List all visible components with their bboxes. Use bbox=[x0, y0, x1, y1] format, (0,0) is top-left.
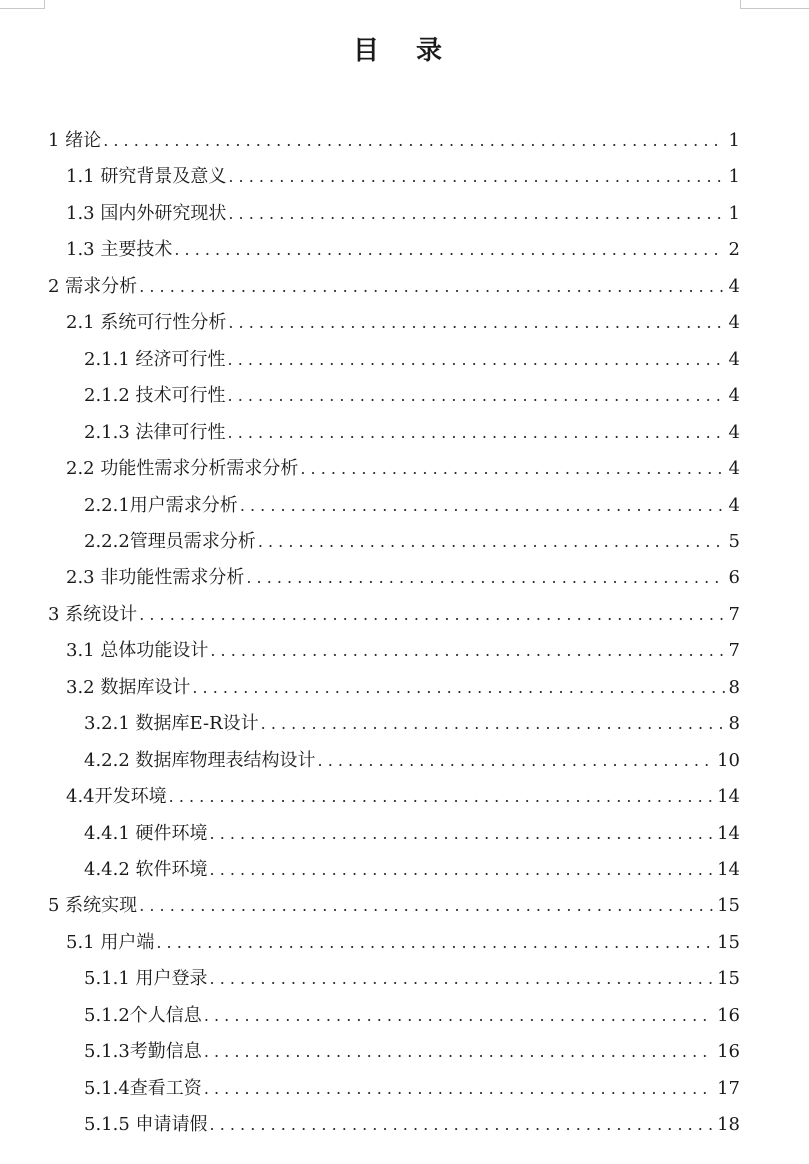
toc-dot-leader bbox=[210, 819, 714, 849]
toc-entry-label: 2.3 非功能性需求分析 bbox=[66, 567, 245, 589]
toc-dot-leader bbox=[156, 928, 713, 958]
toc-entry[interactable] bbox=[84, 1037, 740, 1067]
toc-page-number: 1 bbox=[728, 166, 740, 188]
toc-entry[interactable] bbox=[66, 673, 740, 703]
toc-dot-leader bbox=[139, 891, 713, 921]
toc-entry-label: 5.1 用户端 bbox=[66, 931, 155, 953]
toc-entry-label: 3.2.1 数据库E-R设计 bbox=[84, 713, 259, 735]
toc-entry-label: 1.3 主要技术 bbox=[66, 239, 173, 261]
toc-dot-leader bbox=[139, 272, 724, 302]
toc-dot-leader bbox=[228, 418, 725, 448]
toc-entry-label: 2.1.2 技术可行性 bbox=[84, 385, 226, 407]
toc-entry[interactable] bbox=[84, 345, 740, 375]
toc-dot-leader bbox=[210, 636, 724, 666]
toc-entry[interactable] bbox=[66, 636, 740, 666]
toc-page-number: 5 bbox=[728, 530, 740, 552]
toc-dot-leader bbox=[204, 1074, 713, 1104]
toc-page-number: 4 bbox=[728, 385, 740, 407]
toc-entry[interactable] bbox=[84, 819, 740, 849]
toc-dot-leader bbox=[204, 1001, 713, 1031]
toc-dot-leader bbox=[103, 126, 724, 156]
toc-page-number: 14 bbox=[717, 822, 740, 844]
toc-entry-label: 5.1.4查看工资 bbox=[84, 1077, 202, 1099]
toc-entry-label: 2.1 系统可行性分析 bbox=[66, 312, 227, 334]
toc-entry[interactable] bbox=[84, 1110, 740, 1140]
toc-page-number: 4 bbox=[728, 421, 740, 443]
toc-page-number: 15 bbox=[717, 895, 740, 917]
toc-entry[interactable] bbox=[48, 272, 740, 302]
toc-page-number: 15 bbox=[717, 931, 740, 953]
page-corner-mark-left bbox=[0, 0, 45, 9]
toc-entry[interactable] bbox=[66, 162, 740, 192]
toc-page-number: 8 bbox=[728, 676, 740, 698]
toc-entry-label: 2.2.1用户需求分析 bbox=[84, 494, 238, 516]
toc-page-number: 2 bbox=[728, 239, 740, 261]
toc-title: 目 录 bbox=[352, 36, 457, 66]
toc-entry-label: 3.1 总体功能设计 bbox=[66, 640, 209, 662]
toc-entry[interactable] bbox=[66, 928, 740, 958]
toc-dot-leader bbox=[169, 782, 713, 812]
toc-entry-label: 4.2.2 数据库物理表结构设计 bbox=[84, 749, 316, 771]
toc-entry-label: 2.2 功能性需求分析需求分析 bbox=[66, 458, 299, 480]
toc-entry[interactable] bbox=[84, 964, 740, 994]
toc-entry-label: 1.1 研究背景及意义 bbox=[66, 166, 227, 188]
toc-entry-label: 1 绪论 bbox=[48, 130, 102, 151]
toc-entry[interactable] bbox=[84, 491, 740, 521]
toc-dot-leader bbox=[246, 563, 724, 593]
toc-entry[interactable] bbox=[66, 308, 740, 338]
toc-entry-label: 2.1.1 经济可行性 bbox=[84, 348, 226, 370]
toc-dot-leader bbox=[192, 673, 724, 703]
toc-dot-leader bbox=[228, 199, 724, 229]
toc-entry-label: 5.1.2个人信息 bbox=[84, 1004, 202, 1026]
toc-dot-leader bbox=[261, 709, 725, 739]
toc-page-number: 7 bbox=[728, 603, 740, 625]
toc-entry-label: 5.1.1 用户登录 bbox=[84, 968, 208, 990]
toc-dot-leader bbox=[318, 746, 714, 776]
toc-entry[interactable] bbox=[84, 855, 740, 885]
toc-page-number: 17 bbox=[717, 1077, 740, 1099]
toc-dot-leader bbox=[228, 308, 724, 338]
toc-entry[interactable] bbox=[48, 126, 740, 156]
toc-entry-label: 4.4.1 硬件环境 bbox=[84, 822, 208, 844]
toc-entry[interactable] bbox=[84, 746, 740, 776]
toc-page-number: 16 bbox=[717, 1041, 740, 1063]
toc-entry-label: 5 系统实现 bbox=[48, 895, 138, 917]
toc-entry[interactable] bbox=[84, 1001, 740, 1031]
toc-dot-leader bbox=[228, 162, 724, 192]
toc-dot-leader bbox=[210, 1110, 714, 1140]
toc-entry-label: 3 系统设计 bbox=[48, 603, 138, 625]
toc-entry[interactable] bbox=[84, 709, 740, 739]
toc-entry[interactable] bbox=[66, 782, 740, 812]
toc-page-number: 6 bbox=[728, 567, 740, 589]
toc-page-number: 14 bbox=[717, 859, 740, 880]
toc-entry[interactable] bbox=[84, 1074, 740, 1104]
toc-page-number: 4 bbox=[728, 312, 740, 334]
toc-dot-leader bbox=[300, 454, 724, 484]
toc-entry-label: 2.1.3 法律可行性 bbox=[84, 421, 226, 443]
toc-dot-leader bbox=[139, 600, 724, 630]
toc-dot-leader bbox=[174, 235, 724, 265]
toc-page-number: 4 bbox=[728, 275, 740, 297]
toc-dot-leader bbox=[204, 1037, 713, 1067]
toc-dot-leader bbox=[258, 527, 725, 557]
toc-entry-label: 3.2 数据库设计 bbox=[66, 676, 191, 698]
toc-entry[interactable] bbox=[84, 381, 740, 411]
toc-page-number: 4 bbox=[728, 494, 740, 516]
toc-page-number: 10 bbox=[717, 749, 740, 771]
toc-dot-leader bbox=[228, 345, 725, 375]
page-corner-mark-right bbox=[740, 0, 809, 9]
toc-dot-leader bbox=[240, 491, 725, 521]
toc-entry-label: 5.1.3考勤信息 bbox=[84, 1041, 202, 1063]
toc-entry[interactable] bbox=[66, 563, 740, 593]
toc-entry-label: 1.3 国内外研究现状 bbox=[66, 202, 227, 224]
toc-entry[interactable] bbox=[48, 600, 740, 630]
toc-dot-leader bbox=[210, 964, 714, 994]
toc-entry-label: 4.4.2 软件环境 bbox=[84, 859, 208, 880]
toc-entry[interactable] bbox=[66, 199, 740, 229]
toc-page-number: 14 bbox=[717, 786, 740, 808]
toc-page-number: 4 bbox=[728, 458, 740, 480]
toc-dot-leader bbox=[210, 855, 714, 885]
toc-entry[interactable] bbox=[48, 891, 740, 921]
toc-entry-label: 2 需求分析 bbox=[48, 275, 138, 297]
toc-page-number: 18 bbox=[717, 1114, 740, 1136]
toc-entry[interactable] bbox=[84, 418, 740, 448]
toc-page-number: 1 bbox=[728, 202, 740, 224]
toc-page-number: 7 bbox=[728, 640, 740, 662]
toc-entry-label: 4.4开发环境 bbox=[66, 786, 167, 808]
toc-page-number: 8 bbox=[728, 713, 740, 735]
toc-dot-leader bbox=[228, 381, 725, 411]
toc-entry[interactable] bbox=[84, 527, 740, 557]
toc-page-number: 1 bbox=[728, 130, 740, 151]
toc-entry[interactable] bbox=[66, 454, 740, 484]
toc-page-number: 4 bbox=[728, 348, 740, 370]
toc-entry-label: 2.2.2管理员需求分析 bbox=[84, 530, 256, 552]
toc-page-number: 16 bbox=[717, 1004, 740, 1026]
toc-entry[interactable] bbox=[66, 235, 740, 265]
toc-entry-label: 5.1.5 申请请假 bbox=[84, 1114, 208, 1136]
toc-page-number: 15 bbox=[717, 968, 740, 990]
